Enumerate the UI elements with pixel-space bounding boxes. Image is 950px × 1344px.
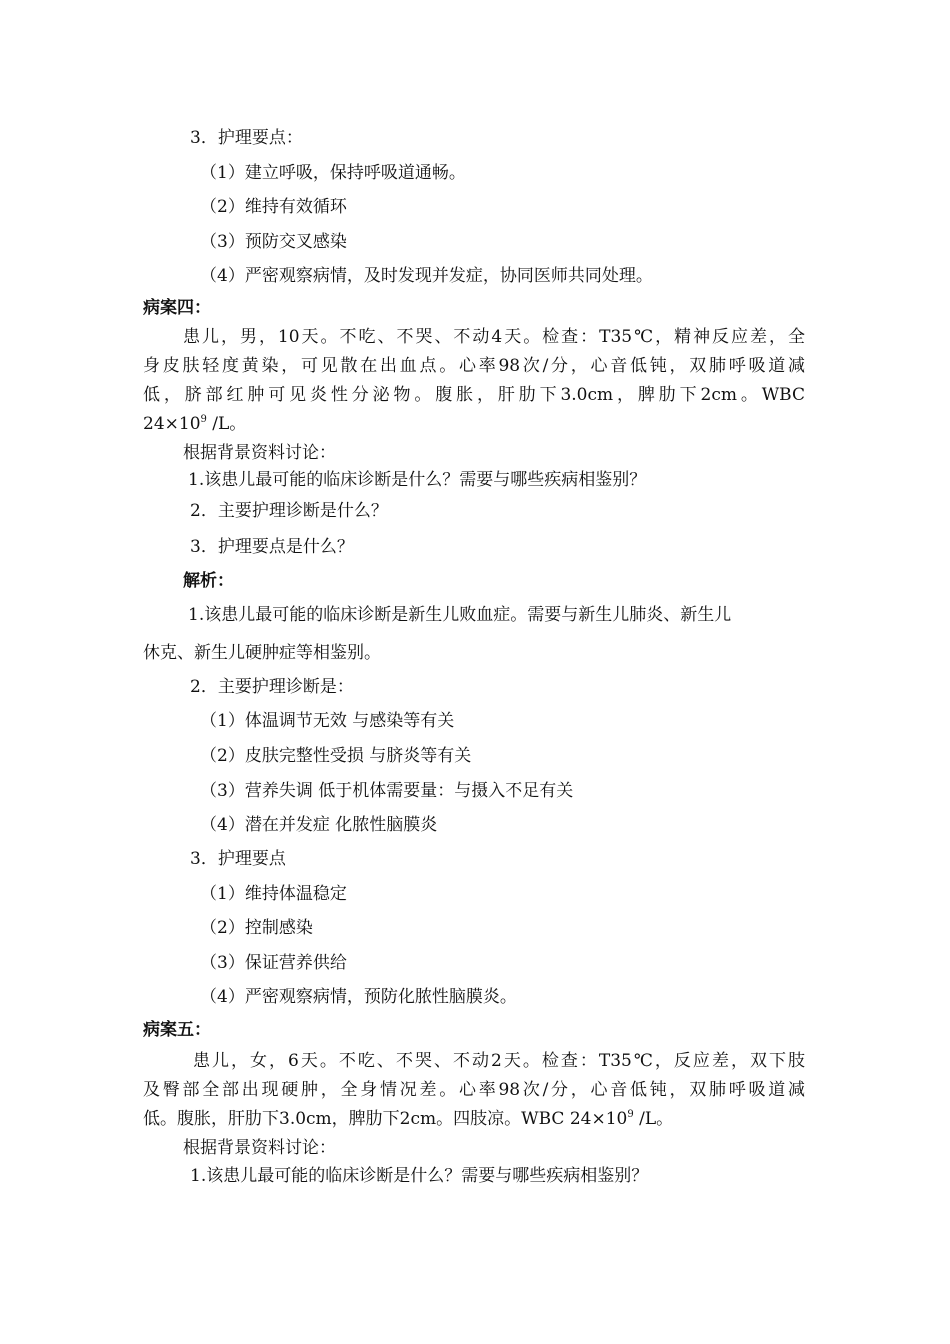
case5-title: 病案五： bbox=[143, 1020, 211, 1040]
case5-question: 1.该患儿最可能的临床诊断是什么？需要与哪些疾病相鉴别？ bbox=[190, 1166, 649, 1186]
case4-discuss-label: 根据背景资料讨论： bbox=[183, 443, 336, 463]
case5-description-line: 患儿，女，6天。不吃、不哭、不动2天。检查：T35℃，反应差，双下肢 bbox=[193, 1051, 805, 1071]
case5-description-line: 低。腹胀，肝肋下3.0cm，脾肋下2cm。四肢凉。WBC $24\times 10^9$ /L。 bbox=[143, 1109, 674, 1129]
case4-analysis-title: 解析： bbox=[183, 571, 234, 591]
case4-nursing-heading: 3．护理要点 bbox=[190, 849, 286, 869]
case3-nursing-item: （4）严密观察病情，及时发现并发症，协同医师共同处理。 bbox=[200, 266, 653, 286]
case3-nursing-heading: 3．护理要点： bbox=[190, 128, 303, 148]
case4-description-line: 低，脐部红肿可见炎性分泌物。腹胀，肝肋下3.0cm，脾肋下2cm。WBC bbox=[143, 385, 805, 405]
case4-diagnosis-item: （3）营养失调 低于机体需要量：与摄入不足有关 bbox=[200, 781, 574, 801]
case4-answer-line: 1.该患儿最可能的临床诊断是新生儿败血症。需要与新生儿肺炎、新生儿 bbox=[188, 605, 732, 625]
case4-diagnosis-item: （2）皮肤完整性受损 与脐炎等有关 bbox=[200, 746, 472, 766]
case4-description-line: $24\times 10^9$ /L。 bbox=[143, 414, 247, 434]
case3-nursing-item: （1）建立呼吸，保持呼吸道通畅。 bbox=[200, 163, 466, 183]
case4-question: 2．主要护理诊断是什么？ bbox=[190, 501, 388, 521]
case5-discuss-label: 根据背景资料讨论： bbox=[183, 1138, 336, 1158]
case5-description-line: 及臀部全部出现硬肿，全身情况差。心率98次/分，心音低钝，双肺呼吸道减 bbox=[143, 1080, 805, 1100]
case4-diagnosis-heading: 2．主要护理诊断是： bbox=[190, 677, 354, 697]
case4-nursing-item: （3）保证营养供给 bbox=[200, 953, 347, 973]
case4-title: 病案四： bbox=[143, 298, 211, 318]
case4-question: 1.该患儿最可能的临床诊断是什么？需要与哪些疾病相鉴别？ bbox=[188, 470, 647, 490]
case4-description-line: 患儿，男，10天。不吃、不哭、不动4天。检查：T35℃，精神反应差，全 bbox=[183, 327, 805, 347]
case4-diagnosis-item: （4）潜在并发症 化脓性脑膜炎 bbox=[200, 815, 438, 835]
case3-nursing-item: （3）预防交叉感染 bbox=[200, 232, 347, 252]
case4-answer-line: 休克、新生儿硬肿症等相鉴别。 bbox=[143, 643, 381, 663]
case4-diagnosis-item: （1）体温调节无效 与感染等有关 bbox=[200, 711, 455, 731]
case4-question: 3．护理要点是什么？ bbox=[190, 537, 354, 557]
case4-nursing-item: （2）控制感染 bbox=[200, 918, 313, 938]
case3-nursing-item: （2）维持有效循环 bbox=[200, 197, 347, 217]
case4-nursing-item: （1）维持体温稳定 bbox=[200, 884, 347, 904]
case4-description-line: 身皮肤轻度黄染，可见散在出血点。心率98次/分，心音低钝，双肺呼吸道减 bbox=[143, 356, 805, 376]
case4-nursing-item: （4）严密观察病情，预防化脓性脑膜炎。 bbox=[200, 987, 517, 1007]
